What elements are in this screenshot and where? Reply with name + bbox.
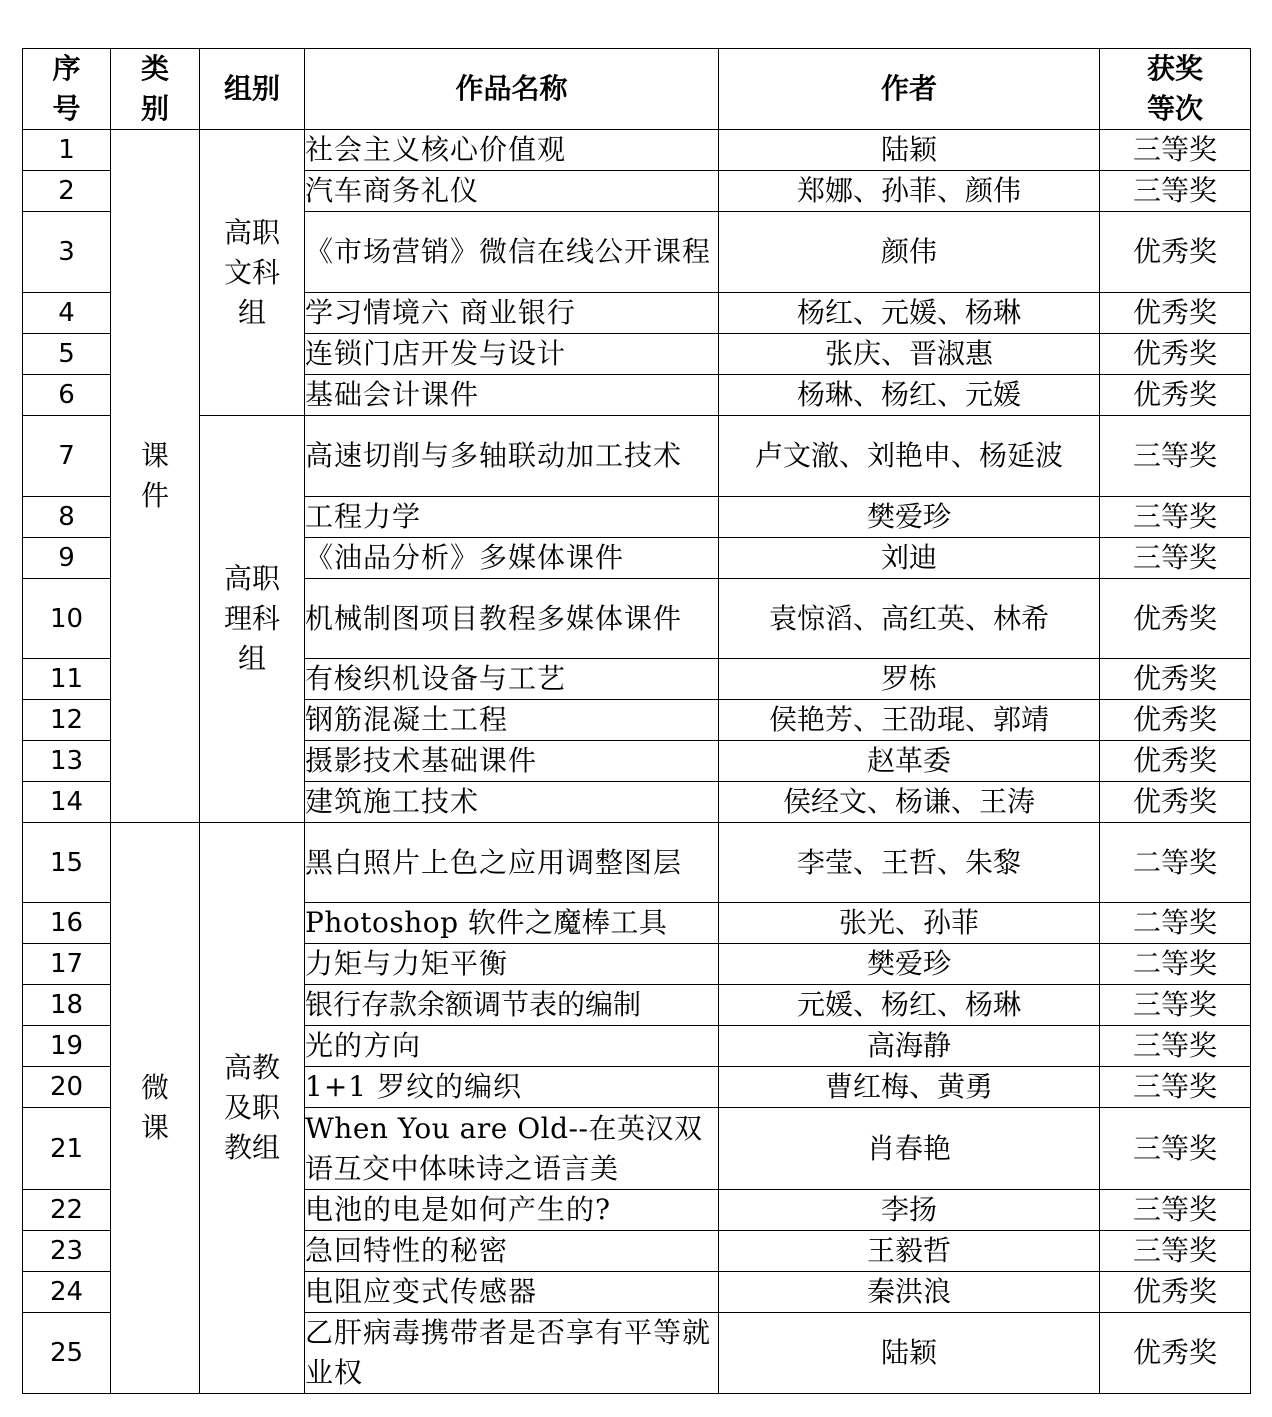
award-cell: 二等奖 (1100, 903, 1251, 944)
work-title: 银行存款余额调节表的编制 (305, 985, 719, 1026)
award-cell: 优秀奖 (1100, 375, 1251, 416)
award-cell: 优秀奖 (1100, 334, 1251, 375)
work-title: 高速切削与多轴联动加工技术 (305, 416, 719, 497)
work-title: 1+1 罗纹的编织 (305, 1067, 719, 1108)
row-number: 7 (23, 416, 111, 497)
work-title: 《市场营销》微信在线公开课程 (305, 212, 719, 293)
award-cell: 优秀奖 (1100, 741, 1251, 782)
award-cell: 三等奖 (1100, 416, 1251, 497)
group-label: 高职文科组 (223, 215, 280, 329)
row-number: 9 (23, 538, 111, 579)
award-cell: 优秀奖 (1100, 1313, 1251, 1394)
author-cell: 李扬 (719, 1190, 1100, 1231)
row-number: 8 (23, 497, 111, 538)
row-number: 17 (23, 944, 111, 985)
author-cell: 刘迪 (719, 538, 1100, 579)
row-number: 6 (23, 375, 111, 416)
group-label: 高教及职教组 (223, 1051, 280, 1164)
author-cell: 杨琳、杨红、元媛 (719, 375, 1100, 416)
row-number: 20 (23, 1067, 111, 1108)
row-number: 15 (23, 823, 111, 903)
work-title: 工程力学 (305, 497, 719, 538)
table-row (23, 416, 1251, 497)
award-cell: 优秀奖 (1100, 700, 1251, 741)
work-title: 电阻应变式传感器 (305, 1272, 719, 1313)
row-number: 1 (23, 130, 111, 171)
row-number: 25 (23, 1313, 111, 1394)
row-number: 3 (23, 212, 111, 293)
award-cell: 三等奖 (1100, 171, 1251, 212)
author-cell: 秦洪浪 (719, 1272, 1100, 1313)
header-title: 作品名称 (305, 49, 719, 130)
table-row (23, 130, 1251, 171)
author-cell: 袁惊滔、高红英、林希 (719, 579, 1100, 659)
award-cell: 二等奖 (1100, 823, 1251, 903)
author-cell: 卢文澈、刘艳申、杨延波 (719, 416, 1100, 497)
work-title: 社会主义核心价值观 (305, 130, 719, 171)
author-cell: 肖春艳 (719, 1108, 1100, 1190)
work-title: 有梭织机设备与工艺 (305, 659, 719, 700)
author-cell: 颜伟 (719, 212, 1100, 293)
author-cell: 罗栋 (719, 659, 1100, 700)
award-cell: 优秀奖 (1100, 579, 1251, 659)
category-cell (111, 823, 200, 1394)
author-cell: 王毅哲 (719, 1231, 1100, 1272)
author-cell: 曹红梅、黄勇 (719, 1067, 1100, 1108)
header-index: 序号 (23, 49, 111, 130)
award-cell: 优秀奖 (1100, 1272, 1251, 1313)
award-cell: 三等奖 (1100, 1067, 1251, 1108)
row-number: 13 (23, 741, 111, 782)
award-cell: 优秀奖 (1100, 782, 1251, 823)
group-cell (200, 416, 305, 823)
author-cell: 陆颖 (719, 130, 1100, 171)
work-title: When You are Old--在英汉双语互交中体味诗之语言美 (305, 1108, 719, 1190)
work-title: 摄影技术基础课件 (305, 741, 719, 782)
header-group: 组别 (200, 49, 305, 130)
header-category: 类别 (111, 49, 200, 130)
work-title: 基础会计课件 (305, 375, 719, 416)
work-title: 力矩与力矩平衡 (305, 944, 719, 985)
row-number: 18 (23, 985, 111, 1026)
row-number: 5 (23, 334, 111, 375)
work-title: Photoshop 软件之魔棒工具 (305, 903, 719, 944)
author-cell: 杨红、元媛、杨琳 (719, 293, 1100, 334)
row-number: 11 (23, 659, 111, 700)
header-award: 获奖等次 (1100, 49, 1251, 130)
author-cell: 郑娜、孙菲、颜伟 (719, 171, 1100, 212)
award-cell: 优秀奖 (1100, 212, 1251, 293)
table-row (23, 823, 1251, 903)
work-title: 急回特性的秘密 (305, 1231, 719, 1272)
work-title: 电池的电是如何产生的? (305, 1190, 719, 1231)
author-cell: 樊爱珍 (719, 497, 1100, 538)
work-title: 乙肝病毒携带者是否享有平等就业权 (305, 1313, 719, 1394)
category-label: 课件 (140, 439, 169, 512)
row-number: 2 (23, 171, 111, 212)
group-cell (200, 130, 305, 416)
work-title: 光的方向 (305, 1026, 719, 1067)
row-number: 4 (23, 293, 111, 334)
row-number: 23 (23, 1231, 111, 1272)
row-number: 21 (23, 1108, 111, 1190)
row-number: 16 (23, 903, 111, 944)
work-title: 连锁门店开发与设计 (305, 334, 719, 375)
group-label: 高职理科组 (223, 562, 280, 675)
author-cell: 侯艳芳、王劭琨、郭靖 (719, 700, 1100, 741)
author-cell: 樊爱珍 (719, 944, 1100, 985)
header-row (23, 49, 1251, 130)
author-cell: 李莹、王哲、朱黎 (719, 823, 1100, 903)
award-cell: 三等奖 (1100, 497, 1251, 538)
row-number: 14 (23, 782, 111, 823)
award-cell: 三等奖 (1100, 1231, 1251, 1272)
author-cell: 陆颖 (719, 1313, 1100, 1394)
row-number: 24 (23, 1272, 111, 1313)
award-cell: 三等奖 (1100, 1108, 1251, 1190)
award-cell: 二等奖 (1100, 944, 1251, 985)
author-cell: 赵革委 (719, 741, 1100, 782)
author-cell: 高海静 (719, 1026, 1100, 1067)
work-title: 机械制图项目教程多媒体课件 (305, 579, 719, 659)
work-title: 黑白照片上色之应用调整图层 (305, 823, 719, 903)
award-cell: 优秀奖 (1100, 293, 1251, 334)
category-label: 微课 (140, 1071, 169, 1144)
category-cell (111, 130, 200, 823)
award-cell: 三等奖 (1100, 538, 1251, 579)
author-cell: 张庆、晋淑惠 (719, 334, 1100, 375)
award-cell: 三等奖 (1100, 1190, 1251, 1231)
row-number: 12 (23, 700, 111, 741)
author-cell: 元媛、杨红、杨琳 (719, 985, 1100, 1026)
award-cell: 优秀奖 (1100, 659, 1251, 700)
row-number: 10 (23, 579, 111, 659)
work-title: 学习情境六 商业银行 (305, 293, 719, 334)
awards-table (22, 48, 1251, 1394)
award-cell: 三等奖 (1100, 130, 1251, 171)
award-cell: 三等奖 (1100, 1026, 1251, 1067)
row-number: 19 (23, 1026, 111, 1067)
award-cell: 三等奖 (1100, 985, 1251, 1026)
header-author: 作者 (719, 49, 1100, 130)
work-title: 《油品分析》多媒体课件 (305, 538, 719, 579)
author-cell: 侯经文、杨谦、王涛 (719, 782, 1100, 823)
work-title: 钢筋混凝土工程 (305, 700, 719, 741)
group-cell (200, 823, 305, 1394)
row-number: 22 (23, 1190, 111, 1231)
author-cell: 张光、孙菲 (719, 903, 1100, 944)
work-title: 汽车商务礼仪 (305, 171, 719, 212)
work-title: 建筑施工技术 (305, 782, 719, 823)
